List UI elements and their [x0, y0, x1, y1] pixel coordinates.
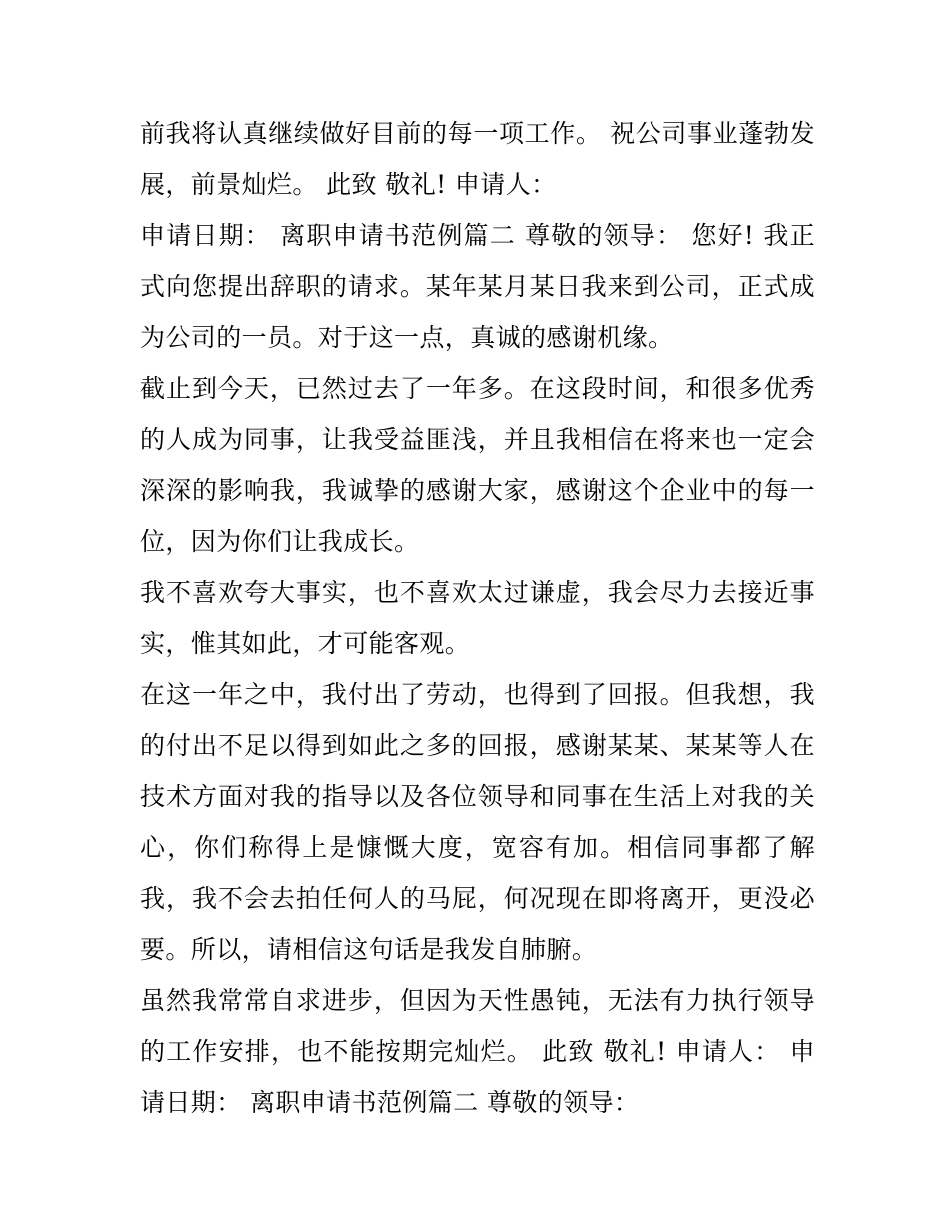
- paragraph-objectivity: 我不喜欢夸大事实，也不喜欢太过谦虚，我会尽力去接近事实，惟其如此，才可能客观。: [140, 578, 815, 658]
- paragraph-resignation-request: 申请日期： 离职申请书范例篇二 尊敬的领导： 您好! 我正式向您提出辞职的请求。某年某月某日我来到公司，正式成为公司的一员。对于这一点，真诚的感谢机缘。: [140, 221, 815, 352]
- paragraph-reflection: 在这一年之中，我付出了劳动，也得到了回报。但我想，我的付出不足以得到如此之多的回报，感谢某某、某某等人在技术方面对我的指导以及各位领导和同事在生活上对我的关心，你们称得上是慷慨大度，宽容有加。相信同事都了解我，我不会去拍任何人的马屁，何况现在即将离开，更没必要。所以，请相信这句话是我发自肺腑。: [140, 680, 815, 964]
- document-body: [140, 108, 815, 1128]
- paragraph-closing-2: 虽然我常常自求进步，但因为天性愚钝，无法有力执行领导的工作安排，也不能按期完灿烂。 此致 敬礼! 申请人： 申请日期： 离职申请书范例篇二 尊敬的领导：: [140, 986, 815, 1117]
- paragraph-closing-1: 前我将认真继续做好目前的每一项工作。 祝公司事业蓬勃发展，前景灿烂。 此致 敬礼! 申请人：: [140, 119, 815, 199]
- paragraph-gratitude: 截止到今天，已然过去了一年多。在这段时间，和很多优秀的人成为同事，让我受益匪浅，并且我相信在将来也一定会深深的影响我，我诚挚的感谢大家，感谢这个企业中的每一位，因为你们让我成长。: [140, 374, 815, 556]
